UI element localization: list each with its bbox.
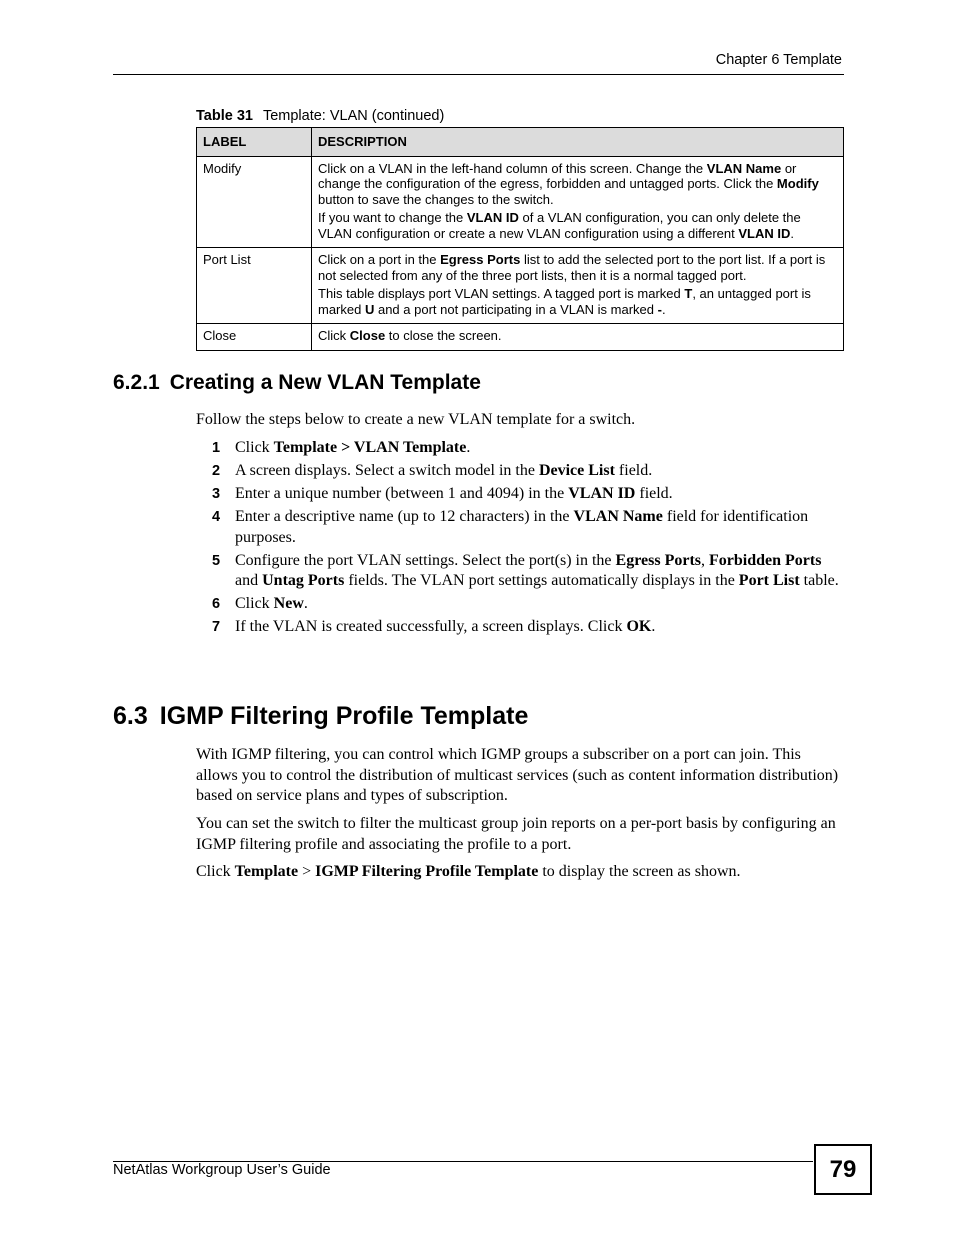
row-label: Close <box>197 324 312 351</box>
text-run: Click <box>235 595 274 612</box>
bold-term: VLAN ID <box>738 225 791 241</box>
steps-list <box>196 438 844 640</box>
text-run: and <box>235 572 263 589</box>
table-caption <box>196 108 444 124</box>
text-run: and a port not participating in a VLAN is marked <box>374 301 658 317</box>
section-heading-6-2-1 <box>113 371 481 395</box>
text-run: If you want to change the <box>318 210 467 225</box>
step-number: 4 <box>212 509 221 525</box>
table-header-row <box>197 128 844 157</box>
bold-term: T <box>684 286 693 301</box>
list-item <box>196 438 844 459</box>
text-run: Click <box>235 439 274 456</box>
list-item <box>196 484 844 505</box>
row-label: Modify <box>197 156 312 248</box>
section-heading-6-3 <box>113 702 528 731</box>
text-run: If the VLAN is created successfully, a screen displays. Click <box>235 618 627 635</box>
bold-term: VLAN ID <box>568 485 636 502</box>
text-run: . <box>303 595 308 612</box>
section-number: 6.3 <box>113 702 148 730</box>
text-run: table. <box>799 572 839 589</box>
guide-title: NetAtlas Workgroup User’s Guide <box>113 1162 331 1178</box>
bold-term: Template > VLAN Template <box>273 439 467 456</box>
list-item <box>196 551 844 592</box>
bold-term: U <box>364 301 375 317</box>
description-paragraph <box>318 328 837 344</box>
table-row <box>197 248 844 324</box>
bold-term: Untag Ports <box>262 572 345 589</box>
text-run: button to save the changes to the switch. <box>318 191 554 207</box>
text-run: Click <box>318 328 350 343</box>
bold-term: Forbidden Ports <box>709 551 822 569</box>
body-paragraph <box>196 862 844 883</box>
bold-term: - <box>657 301 662 317</box>
step-number: 1 <box>212 440 221 456</box>
text-run: field for identification purposes. <box>235 508 809 546</box>
section-title: IGMP Filtering Profile Template <box>159 702 529 730</box>
row-description <box>312 156 844 248</box>
row-description <box>312 248 844 324</box>
bold-term: Port List <box>738 572 800 589</box>
text-run: . <box>790 225 794 241</box>
text-run: Click on a port in the <box>318 252 441 267</box>
text-run: > <box>298 863 316 880</box>
text-run: , <box>701 551 709 569</box>
column-header-label: LABEL <box>197 128 312 157</box>
table-row <box>197 324 844 351</box>
description-paragraph <box>318 252 837 283</box>
bold-term: IGMP Filtering Profile Template <box>315 863 539 880</box>
text-run: field. <box>635 485 673 502</box>
bold-term: Close <box>349 328 386 343</box>
bold-term: Modify <box>776 176 819 191</box>
step-number: 7 <box>212 619 221 635</box>
text-run: , an untagged port is marked <box>318 286 811 317</box>
step-number: 6 <box>212 596 221 612</box>
list-item <box>196 594 844 615</box>
table-title: Template: VLAN (continued) <box>262 108 445 124</box>
text-run: of a VLAN configuration, you can only delete the VLAN configuration or create a new VLAN configuration using a different <box>318 210 801 241</box>
bold-term: Egress Ports <box>615 551 701 569</box>
text-run: . <box>651 618 656 635</box>
bold-term: Egress Ports <box>440 252 521 267</box>
text-run: . <box>661 301 666 317</box>
text-run: list to add the selected port to the port list. If a port is not selected from any of the three port lists, then it is a normal tagged port. <box>318 252 826 283</box>
text-run: Click <box>196 863 235 880</box>
text-run: fields. The VLAN port settings automatically displays in the <box>344 572 739 589</box>
section-number: 6.2.1 <box>113 371 160 394</box>
body-paragraph: With IGMP filtering, you can control which IGMP groups a subscriber on a port can join. This allows you to control the distribution of multicast services (such as content information distribution) based on service plans and types of subscription. <box>196 746 839 804</box>
bold-term: Device List <box>538 462 615 479</box>
text-run: to close the screen. <box>385 328 502 343</box>
description-paragraph <box>318 210 837 241</box>
bold-term: VLAN ID <box>466 210 519 225</box>
body-paragraph: You can set the switch to filter the multicast group join reports on a per-port basis by configuring an IGMP filtering profile and associating the profile to a port. <box>196 815 836 853</box>
text-run: Enter a descriptive name (up to 12 characters) in the <box>235 508 574 525</box>
header-rule <box>113 74 844 75</box>
text-run: . <box>466 439 471 456</box>
text-run: A screen displays. Select a switch model in the <box>235 462 539 479</box>
table-row <box>197 156 844 248</box>
column-header-description: DESCRIPTION <box>312 128 844 157</box>
text-run: to display the screen as shown. <box>538 863 741 880</box>
bold-term: VLAN Name <box>573 508 663 525</box>
list-item <box>196 617 844 638</box>
page-number: 79 <box>814 1144 872 1195</box>
text-run: This table displays port VLAN settings. A tagged port is marked <box>318 286 685 301</box>
section-title: Creating a New VLAN Template <box>169 371 481 394</box>
text-run: field. <box>614 462 653 479</box>
bold-term: VLAN Name <box>706 160 782 176</box>
text-run: Click on a VLAN in the left-hand column of this screen. Change the <box>318 160 707 176</box>
running-header: Chapter 6 Template <box>715 52 842 68</box>
row-description <box>312 324 844 351</box>
step-number: 5 <box>212 552 221 569</box>
text-run: Enter a unique number (between 1 and 4094) in the <box>235 485 569 502</box>
row-label: Port List <box>197 248 312 324</box>
bold-term: OK <box>626 618 652 635</box>
vlan-template-table <box>196 127 844 351</box>
bold-term: Template <box>234 863 299 880</box>
step-number: 2 <box>212 463 221 479</box>
text-run: or change the configuration of the egress, forbidden and untagged ports. Click the <box>318 160 797 191</box>
step-number: 3 <box>212 486 221 502</box>
bold-term: New <box>273 595 304 612</box>
text-run: Configure the port VLAN settings. Select the port(s) in the <box>235 551 616 569</box>
table-number: Table 31 <box>196 108 253 124</box>
list-item <box>196 507 844 548</box>
list-item <box>196 461 844 482</box>
description-paragraph <box>318 286 837 317</box>
intro-paragraph: Follow the steps below to create a new VLAN template for a switch. <box>196 411 636 428</box>
description-paragraph <box>318 161 837 208</box>
